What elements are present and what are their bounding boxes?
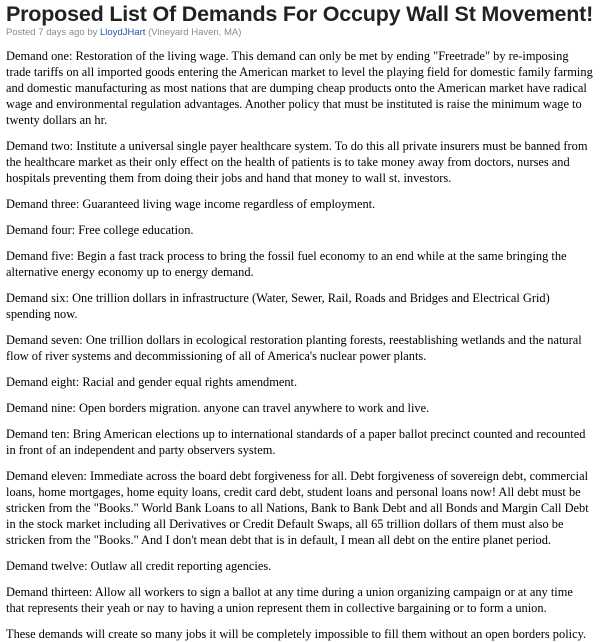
article-title: Proposed List Of Demands For Occupy Wall St Movement!: [6, 2, 594, 26]
demand-one: Demand one: Restoration of the living wage. This demand can only be met by ending "Freetrade" by re-imposing trade tariffs on all imported goods entering the American market to level the playing field for domestic family farming and domestic manufacturing as most nations that are dumping cheap products onto the American market have radical wage and environmental regulation advantages. Another policy that must be instituted is raise the minimum wage to twenty dollars an hr.: [6, 49, 593, 127]
article-meta: [6, 27, 594, 39]
demand-six: Demand six: One trillion dollars in infrastructure (Water, Sewer, Rail, Roads and Bridges and Electrical Grid) spending now.: [6, 291, 550, 321]
article-body: [6, 48, 594, 642]
demand-nine: Demand nine: Open borders migration. anyone can travel anywhere to work and live.: [6, 401, 430, 415]
posted-time: Posted 7 days ago by: [6, 27, 98, 38]
demand-ten: Demand ten: Bring American elections up to international standards of a paper ballot precinct counted and recounted in front of an independent and party observers system.: [6, 427, 586, 457]
author-link[interactable]: LloydJHart: [100, 27, 146, 38]
demand-thirteen: Demand thirteen: Allow all workers to sign a ballot at any time during a union organizing campaign or at any time that represents their yeah or nay to having a union represent them in collective bargaining or to form a union.: [6, 585, 573, 615]
demand-four: Demand four: Free college education.: [6, 223, 194, 237]
closing-statement: These demands will create so many jobs it will be completely impossible to fill them without an open borders policy.: [6, 627, 587, 641]
demand-eleven: Demand eleven: Immediate across the board debt forgiveness for all. Debt forgiveness of sovereign debt, commercial loans, home mortgages, home equity loans, credit card debt, student loans and personal loans now! All debt must be stricken from the "Books." World Bank Loans to all Nations, Bank to Bank Debt and all Bonds and Margin Call Debt in the stock market including all Derivatives or Credit Default Swaps, all 65 trillion dollars of them must also be stricken from the "Books." And I don't mean debt that is in default, I mean all debt on the entire planet period.: [6, 469, 589, 547]
demand-seven: Demand seven: One trillion dollars in ecological restoration planting forests, reestablishing wetlands and the natural flow of river systems and decommissioning of all of America's nuclear power plants.: [6, 333, 582, 363]
demand-eight: Demand eight: Racial and gender equal rights amendment.: [6, 375, 298, 389]
demand-two: Demand two: Institute a universal single payer healthcare system. To do this all private insurers must be banned from the healthcare market as their only effect on the health of patients is to take money away from doctors, nurses and hospitals preventing them from doing their jobs and hand that money to wall st. investors.: [6, 139, 588, 185]
author-location: (Vineyard Haven, MA): [148, 27, 242, 38]
demand-twelve: Demand twelve: Outlaw all credit reporting agencies.: [6, 559, 272, 573]
demand-five: Demand five: Begin a fast track process to bring the fossil fuel economy to an end while at the same bringing the alternative energy economy up to energy demand.: [6, 249, 567, 279]
demand-three: Demand three: Guaranteed living wage income regardless of employment.: [6, 197, 376, 211]
